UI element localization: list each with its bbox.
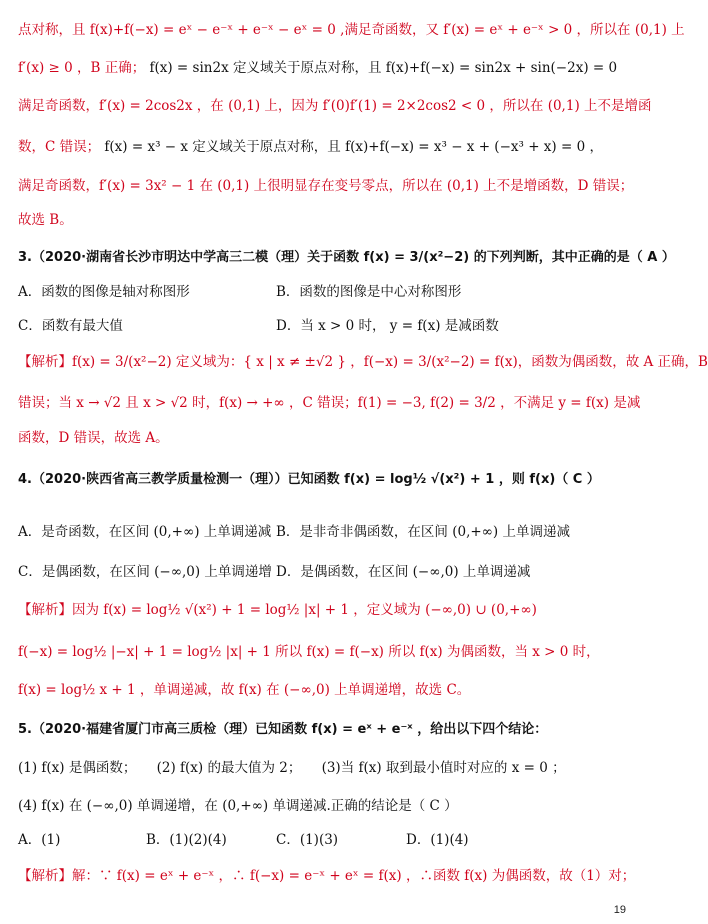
q5-option-d: D．(1)(4) (406, 832, 469, 848)
continuation-line-2 (18, 58, 626, 78)
page-number: 19 (613, 904, 626, 916)
q4-option-c: C．是偶函数，在区间 (−∞,0) 上单调递增 (18, 564, 272, 580)
q5-option-a: A．(1) (18, 832, 61, 848)
q5-option-b: B．(1)(2)(4) (146, 832, 227, 848)
q4-analysis-text-1: 因为 f(x) = log½ √(x²) + 1 = log½ |x| + 1 ，定义域为 (−∞,0) ∪ (0,+∞) (72, 602, 537, 618)
q4-option-a: A．是奇函数，在区间 (0,+∞) 上单调递减 (18, 524, 272, 540)
q5-conclusions-1: (1) f(x) 是偶函数； (2) f(x) 的最大值为 2； (3)当 f(x) 取到最小值时对应的 x = 0 ； (18, 760, 566, 776)
continuation-line-4 (18, 137, 626, 157)
continuation-line-5: 满足奇函数，f′(x) = 3x² − 1 在 (0,1) 上很明显存在变号零点，所以在 (0,1) 上不是增函数，D 错误； (18, 178, 634, 194)
continuation-line-1: 点对称，且 f(x)+f(−x) = eˣ − e⁻ˣ + e⁻ˣ − eˣ = 0 ,满足奇函数，又 f′(x) = eˣ + e⁻ˣ > 0 ，所以在 (0,1) 上 (18, 22, 685, 38)
q4-analysis-line-1 (18, 600, 626, 620)
q4-analysis-label: 【解析】 (18, 602, 72, 618)
q3-stem: 3.（2020·湖南省长沙市明达中学高三二模（理）关于函数 f(x) = 3/(x²−2) 的下列判断，其中正确的是（ A ） (18, 250, 675, 265)
q3-option-a: A．函数的图像是轴对称图形 (18, 284, 190, 300)
q4-option-d: D．是偶函数，在区间 (−∞,0) 上单调递减 (276, 564, 531, 580)
continuation-line-6: 故选 B。 (18, 212, 73, 228)
q5-conclusions-2: (4) f(x) 在 (−∞,0) 单调递增，在 (0,+∞) 单调递减.正确的结论是（ C ） (18, 798, 458, 814)
q5-analysis-line-1 (18, 866, 636, 886)
q3-option-d: D．当 x > 0 时， y = f(x) 是减函数 (276, 318, 499, 334)
q3-analysis-line-1 (18, 352, 708, 372)
continuation-line-4b: f(x) = x³ − x 定义域关于原点对称，且 f(x)+f(−x) = x³ − x + (−x³ + x) = 0 ， (104, 139, 603, 155)
q3-analysis-line-3: 函数，D 错误，故选 A。 (18, 430, 169, 446)
q4-analysis-line-3: f(x) = log½ x + 1 ，单调递减，故 f(x) 在 (−∞,0) 上单调递增，故选 C。 (18, 682, 471, 698)
continuation-line-4a: 数，C 错误； (18, 139, 101, 155)
q5-analysis-label: 【解析】 (18, 868, 72, 884)
continuation-line-2a: f′(x) ≥ 0 ，B 正确； (18, 60, 146, 76)
continuation-line-3: 满足奇函数，f′(x) = 2cos2x ，在 (0,1) 上，因为 f′(0)f′(1) = 2×2cos2 < 0 ，所以在 (0,1) 上不是增函 (18, 98, 652, 114)
q4-stem: 4.（2020·陕西省高三教学质量检测一（理））已知函数 f(x) = log½ √(x²) + 1 ，则 f(x)（ C ） (18, 472, 600, 487)
q3-option-c: C．函数有最大值 (18, 318, 123, 334)
q3-analysis-line-2: 错误；当 x → √2 且 x > √2 时，f(x) → +∞ ，C 错误；f(1) = −3, f(2) = 3/2 ，不满足 y = f(x) 是减 (18, 395, 641, 411)
q5-analysis-text-1: 解：∵ f(x) = eˣ + e⁻ˣ ，∴ f(−x) = e⁻ˣ + eˣ = f(x) ，∴函数 f(x) 为偶函数，故（1）对； (72, 868, 636, 884)
q3-analysis-text-1: f(x) = 3/(x²−2) 定义域为：{ x | x ≠ ±√2 } ，f(−x) = 3/(x²−2) = f(x)，函数为偶函数，故 A 正确，B (72, 354, 708, 370)
q5-option-c: C．(1)(3) (276, 832, 339, 848)
q4-option-b: B．是非奇非偶函数，在区间 (0,+∞) 上单调递减 (276, 524, 570, 540)
q5-stem: 5.（2020·福建省厦门市高三质检（理）已知函数 f(x) = eˣ + e⁻ˣ ，给出以下四个结论： (18, 722, 548, 737)
continuation-line-2b: f(x) = sin2x 定义域关于原点对称，且 f(x)+f(−x) = sin2x + sin(−2x) = 0 (149, 60, 618, 76)
q3-analysis-label: 【解析】 (18, 354, 72, 370)
q4-analysis-line-2: f(−x) = log½ |−x| + 1 = log½ |x| + 1 所以 f(x) = f(−x) 所以 f(x) 为偶函数，当 x > 0 时， (18, 644, 600, 660)
q3-option-b: B．函数的图像是中心对称图形 (276, 284, 462, 300)
